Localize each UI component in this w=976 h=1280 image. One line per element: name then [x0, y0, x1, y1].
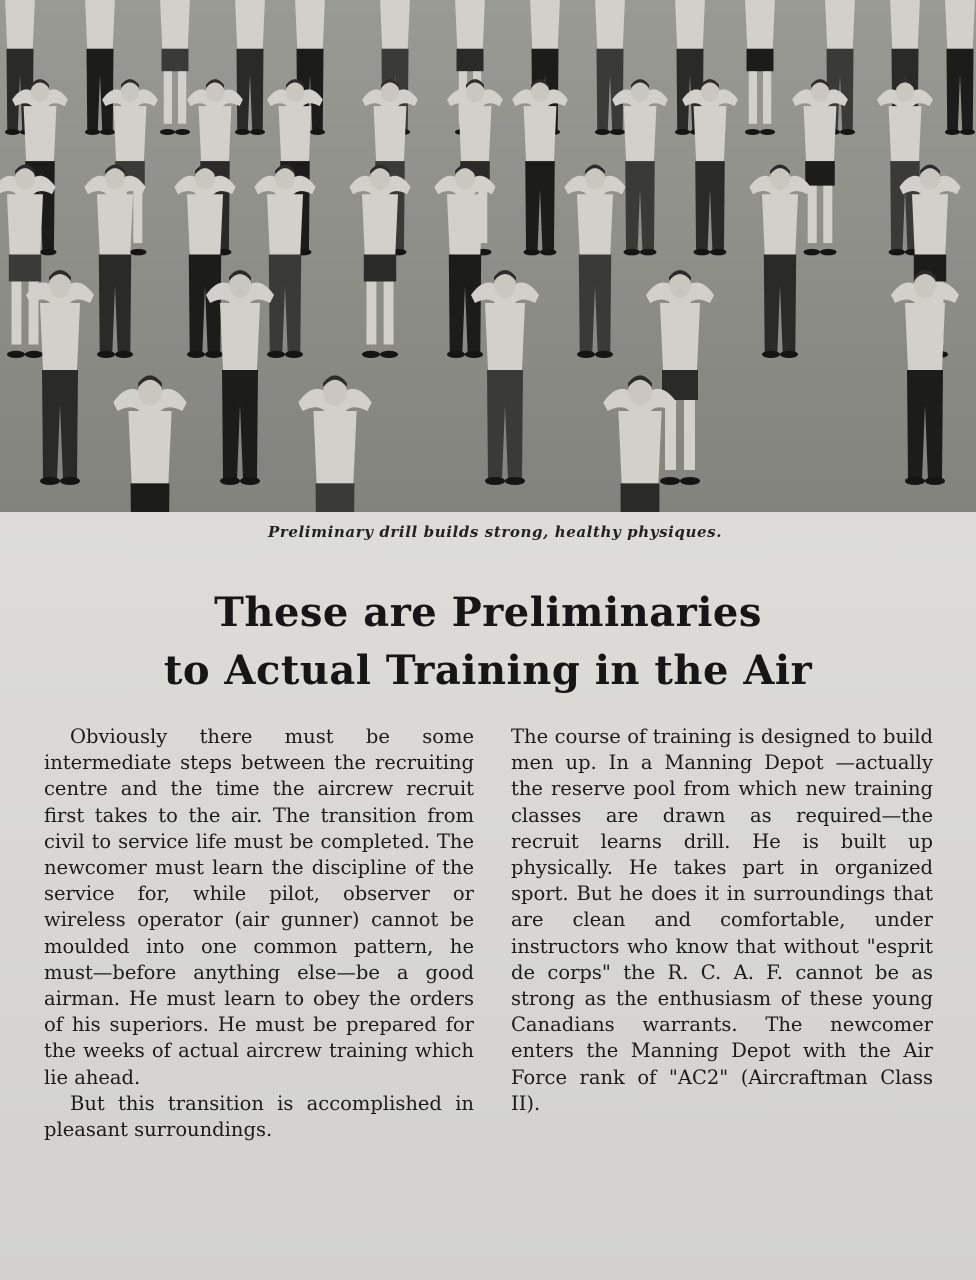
body-paragraph: Obviously there must be some intermediate steps between the recruiting centre and the time the aircrew recruit first takes to the air. The transition from civil to service life must be completed. The newcomer must learn the discipline of the service for, while pilot, observer or wireless operator (air gunner) cannot be moulded into one common pattern, he must—before anything else—be a good airman. He must learn to obey the orders of his superiors. He must be prepared for the weeks of actual aircrew training which lie ahead.	[44, 725, 474, 1089]
article-headline	[0, 584, 976, 700]
body-paragraph: The course of training is designed to build men up. In a Manning Depot —actually the reserve pool from which new training classes are drawn as required—the recruit learns drill. He is built up physically. He takes part in organized sport. But he does it in surroundings that are clean and comfortable, under instructors who know that without "esprit de corps" the R. C. A. F. cannot be as strong as the enthusiasm of these young Canadians warrants. The newcomer enters the Manning Depot with the Air Force rank of "AC2" (Aircraftman Class II).	[511, 725, 933, 1115]
headline-line-2: to Actual Training in the Air	[163, 647, 813, 694]
drill-photo	[0, 0, 976, 512]
body-paragraph: But this transition is accomplished in pleasant surroundings.	[44, 1091, 474, 1142]
body-column-left	[44, 724, 474, 1143]
headline-line-1: These are Preliminaries	[214, 589, 762, 636]
drill-photo-image	[0, 0, 976, 512]
body-column-right	[511, 724, 933, 1117]
photo-caption: Preliminary drill builds strong, healthy physiques.	[267, 523, 723, 541]
